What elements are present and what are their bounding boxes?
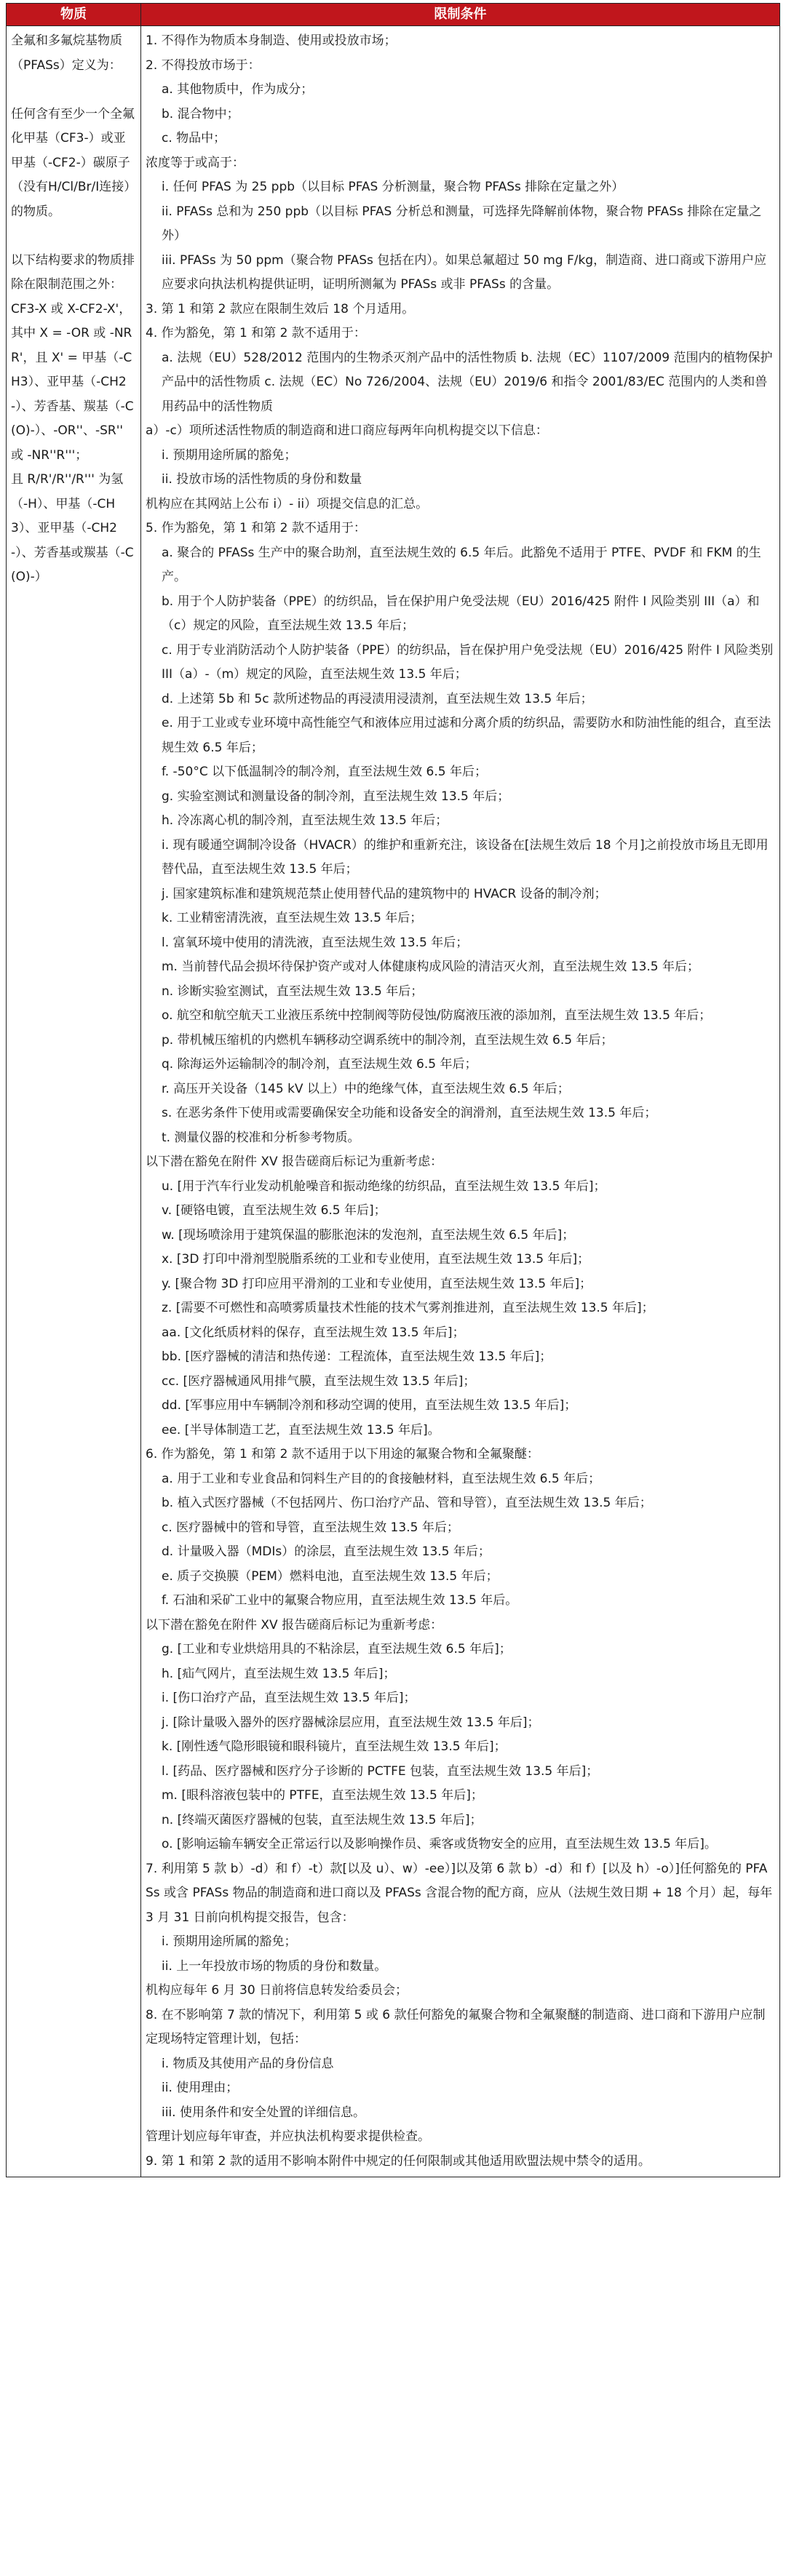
substance-paragraph: 任何含有至少一个全氟化甲基（CF3-）或亚甲基（-CF2-）碳原子（没有H/Cl/Br/I连接）的物质。 bbox=[11, 106, 135, 219]
sub-item: a. 其他物质中，作为成分； bbox=[162, 82, 314, 97]
sub-item: d. 计量吸入器（MDIs）的涂层，直至法规生效 13.5 年后； bbox=[162, 1544, 491, 1559]
condition-line: 浓度等于或高于： bbox=[146, 155, 245, 170]
sub-item: l. 富氧环境中使用的清洗液，直至法规生效 13.5 年后； bbox=[162, 935, 469, 950]
condition-line: 机构应每年 6 月 30 日前将信息转发给委员会； bbox=[146, 1983, 408, 1998]
sub-item: ii. PFASs 总和为 250 ppb（以目标 PFAS 分析总和测量，可选择先降解前体物，聚合物 PFASs 排除在定量之外） bbox=[162, 204, 762, 243]
sub-item: p. 带机械压缩机的内燃机车辆移动空调系统中的制冷剂，直至法规生效 6.5 年后； bbox=[162, 1032, 614, 1048]
sub-item: d. 上述第 5b 和 5c 款所述物品的再浸渍用浸渍剂，直至法规生效 13.5 年后； bbox=[162, 691, 593, 706]
sub-item: f. -50°C 以下低温制冷的制冷剂，直至法规生效 6.5 年后； bbox=[162, 765, 487, 779]
sub-item: iii. PFASs 为 50 ppm（聚合物 PFASs 包括在内）。如果总氟超过 50 mg F/kg，制造商、进口商或下游用户应应要求向执法机构提供证明，证明所测氟为 PFASs 或非 PFASs 的含量。 bbox=[162, 252, 767, 292]
sub-item: c. 用于专业消防活动个人防护装备（PPE）的纺织品，旨在保护用户免受法规（EU）2016/425 附件 I 风险类别 III（a）-（m）规定的风险，直至法规生效 13.5 年后； bbox=[162, 642, 774, 682]
sub-item: cc. [医疗器械通风用排气膜，直至法规生效 13.5 年后]； bbox=[162, 1373, 476, 1389]
substance-paragraph bbox=[11, 78, 136, 103]
sub-item: i. 预期用途所属的豁免； bbox=[162, 1934, 297, 1949]
condition-line: 5. 作为豁免，第 1 和第 2 款不适用于： bbox=[146, 521, 366, 535]
sub-item: r. 高压开关设备（145 kV 以上）中的绝缘气体，直至法规生效 6.5 年后； bbox=[162, 1081, 570, 1096]
sub-item: ii. 使用理由； bbox=[162, 2081, 239, 2095]
sub-item: k. 工业精密清洗液，直至法规生效 13.5 年后； bbox=[162, 911, 423, 925]
header-conditions: 限制条件 bbox=[141, 4, 780, 26]
sub-item: j. [除计量吸入器外的医疗器械涂层应用，直至法规生效 13.5 年后]； bbox=[162, 1715, 540, 1730]
sub-item: n. [终端灭菌医疗器械的包装，直至法规生效 13.5 年后]； bbox=[162, 1812, 483, 1827]
substance-paragraph: 且 R/R'/R''/R''' 为氢（-H）、甲基（-CH3）、亚甲基（-CH2-）、芳香基或羰基（-C(O)-） bbox=[11, 472, 134, 584]
conditions-cell bbox=[141, 26, 780, 2177]
sub-item: ee. [半导体制造工艺，直至法规生效 13.5 年后]。 bbox=[162, 1422, 440, 1437]
sub-item: a. 聚合的 PFASs 生产中的聚合助剂，直至法规生效的 6.5 年后。此豁免不适用于 PTFE、PVDF 和 FKM 的生产。 bbox=[162, 545, 761, 584]
sub-item: y. [聚合物 3D 打印应用平滑剂的工业和专业使用，直至法规生效 13.5 年后]； bbox=[162, 1276, 592, 1291]
condition-line: 管理计划应每年审查，并应执法机构要求提供检查。 bbox=[146, 2129, 430, 2144]
sub-item: e. 质子交换膜（PEM）燃料电池，直至法规生效 13.5 年后； bbox=[162, 1568, 499, 1584]
condition-line: 机构应在其网站上公布 i）- ii）项提交信息的汇总。 bbox=[146, 496, 429, 511]
substance-paragraph: 全氟和多氟烷基物质（PFASs）定义为： bbox=[11, 33, 122, 73]
sub-item: h. 冷冻离心机的制冷剂，直至法规生效 13.5 年后； bbox=[162, 813, 448, 828]
substance-paragraph: 以下结构要求的物质排除在限制范围之外： bbox=[11, 252, 135, 292]
sub-item: m. [眼科溶液包装中的 PTFE，直至法规生效 13.5 年后]； bbox=[162, 1788, 483, 1803]
sub-item: i. 任何 PFAS 为 25 ppb（以目标 PFAS 分析测量，聚合物 PFASs 排除在定量之外） bbox=[162, 180, 624, 194]
condition-line: a）-c）项所述活性物质的制造商和进口商应每两年向机构提交以下信息： bbox=[146, 423, 548, 438]
sub-item: a. 用于工业和专业食品和饲料生产目的的食接触材料，直至法规生效 6.5 年后； bbox=[162, 1471, 601, 1486]
sub-item: o. [影响运输车辆安全正常运行以及影响操作员、乘客或货物安全的应用，直至法规生效 13.5 年后]。 bbox=[162, 1837, 717, 1851]
sub-item: i. 物质及其使用产品的身份信息 bbox=[162, 2056, 334, 2071]
sub-item: bb. [医疗器械的清洁和热传递：工程流体，直至法规生效 13.5 年后]； bbox=[162, 1349, 552, 1364]
sub-item: i. 现有暖通空调制冷设备（HVACR）的维护和重新充注，该设备在[法规生效后 18 个月]之前投放市场且无即用替代品，直至法规生效 13.5 年后； bbox=[162, 837, 769, 877]
sub-item: u. [用于汽车行业发动机舱噪音和振动绝缘的纺织品，直至法规生效 13.5 年后]； bbox=[162, 1179, 606, 1194]
sub-item: k. [刚性透气隐形眼镜和眼科镜片，直至法规生效 13.5 年后]； bbox=[162, 1739, 507, 1754]
sub-item: l. [药品、医疗器械和医疗分子诊断的 PCTFE 包装，直至法规生效 13.5 年后]； bbox=[162, 1763, 599, 1779]
sub-item: i. 预期用途所属的豁免； bbox=[162, 447, 297, 463]
sub-item: aa. [文化纸质材料的保存，直至法规生效 13.5 年后]； bbox=[162, 1325, 465, 1340]
condition-line: 6. 作为豁免，第 1 和第 2 款不适用于以下用途的氟聚合物和全氟聚醚： bbox=[146, 1447, 539, 1462]
condition-line: 8. 在不影响第 7 款的情况下，利用第 5 或 6 款任何豁免的氟聚合物和全氟聚醚的制造商、进口商和下游用户应制定现场特定管理计划，包括： bbox=[146, 2007, 766, 2046]
sub-item: e. 用于工业或专业环境中高性能空气和液体应用过滤和分离介质的纺织品，需要防水和防油性能的组合，直至法规生效 6.5 年后； bbox=[162, 716, 771, 755]
sub-item: ii. 上一年投放市场的物质的身份和数量。 bbox=[162, 1958, 387, 1974]
sub-item: w. [现场喷涂用于建筑保温的膨胀泡沫的发泡剂，直至法规生效 6.5 年后]； bbox=[162, 1227, 575, 1243]
sub-item: q. 除海运外运输制冷的制冷剂，直至法规生效 6.5 年后； bbox=[162, 1057, 477, 1072]
condition-line: 7. 利用第 5 款 b）-d）和 f）-t）款[以及 u）、w）-ee）]以及第 6 款 b）-d）和 f）[以及 h）-o）]任何豁免的 PFASs 或含 PFASs 物品的制造商和进口商以及 PFASs 含混合物的配方商，应从（法规生效日期 + 18 个月）起，每年 3 月 31 日前向机构提交报告，包含： bbox=[146, 1861, 773, 1925]
sub-item: v. [硬铬电镀，直至法规生效 6.5 年后]； bbox=[162, 1203, 386, 1218]
condition-line: 以下潜在豁免在附件 XV 报告磋商后标记为重新考虑： bbox=[146, 1617, 443, 1632]
condition-line: 3. 第 1 和第 2 款应在限制生效后 18 个月适用。 bbox=[146, 301, 415, 316]
sub-item: dd. [军事应用中车辆制冷剂和移动空调的使用，直至法规生效 13.5 年后]； bbox=[162, 1398, 577, 1413]
sub-item: g. 实验室测试和测量设备的制冷剂，直至法规生效 13.5 年后； bbox=[162, 789, 510, 804]
sub-item: a. 法规（EU）528/2012 范围内的生物杀灭剂产品中的活性物质 b. 法规（EC）1107/2009 范围内的植物保护产品中的活性物质 c. 法规（EC）No 726/2004、法规（EU）2019/6 和指令 2001/83/EC 范围内的人类和兽用药品中的活性物质 bbox=[162, 350, 773, 414]
condition-line: 以下潜在豁免在附件 XV 报告磋商后标记为重新考虑： bbox=[146, 1155, 443, 1169]
sub-item: z. [需要不可燃性和高喷雾质量技术性能的技术气雾剂推进剂，直至法规生效 13.5 年后]； bbox=[162, 1301, 654, 1315]
sub-item: iii. 使用条件和安全处置的详细信息。 bbox=[162, 2105, 365, 2120]
condition-line: 9. 第 1 和第 2 款的适用不影响本附件中规定的任何限制或其他适用欧盟法规中禁令的适用。 bbox=[146, 2153, 651, 2169]
sub-item: n. 诊断实验室测试，直至法规生效 13.5 年后； bbox=[162, 984, 424, 999]
condition-line: 4. 作为豁免，第 1 和第 2 款不适用于： bbox=[146, 326, 366, 340]
sub-item: g. [工业和专业烘焙用具的不粘涂层，直至法规生效 6.5 年后]； bbox=[162, 1642, 512, 1656]
sub-item: j. 国家建筑标准和建筑规范禁止使用替代品的建筑物中的 HVACR 设备的制冷剂； bbox=[162, 886, 607, 901]
sub-item: f. 石油和采矿工业中的氟聚合物应用，直至法规生效 13.5 年后。 bbox=[162, 1593, 518, 1608]
sub-item: b. 用于个人防护装备（PPE）的纺织品，旨在保护用户免受法规（EU）2016/425 附件 I 风险类别 III（a）和（c）规定的风险，直至法规生效 13.5 年后； bbox=[162, 594, 760, 633]
sub-item: s. 在恶劣条件下使用或需要确保安全功能和设备安全的润滑剂，直至法规生效 13.5 年后； bbox=[162, 1106, 657, 1120]
sub-item: m. 当前替代品会损坏待保护资产或对人体健康构成风险的清洁灭火剂，直至法规生效 13.5 年后； bbox=[162, 960, 700, 974]
sub-item: t. 测量仪器的校准和分析参考物质。 bbox=[162, 1130, 360, 1145]
header-substance: 物质 bbox=[7, 4, 141, 26]
restriction-table bbox=[6, 3, 780, 2177]
condition-line: 1. 不得作为物质本身制造、使用或投放市场； bbox=[146, 33, 397, 48]
sub-item: c. 医疗器械中的管和导管，直至法规生效 13.5 年后； bbox=[162, 1520, 459, 1535]
sub-item: i. [伤口治疗产品，直至法规生效 13.5 年后]； bbox=[162, 1691, 416, 1705]
sub-item: ii. 投放市场的活性物质的身份和数量 bbox=[162, 472, 362, 487]
sub-item: o. 航空和航空航天工业液压系统中控制阀等防侵蚀/防腐液压液的添加剂，直至法规生效 13.5 年后； bbox=[162, 1008, 712, 1023]
sub-item: c. 物品中； bbox=[162, 131, 226, 145]
table-row bbox=[7, 26, 780, 2177]
substance-paragraph: CF3-X 或 X-CF2-X'， bbox=[11, 301, 132, 316]
substance-paragraph bbox=[11, 224, 136, 249]
substance-paragraph: 其中 X = -OR 或 -NRR'，且 X' = 甲基（-CH3）、亚甲基（-CH2-）、芳香基、羰基（-C(O)-）、-OR''、-SR'' 或 -NR''R'''； bbox=[11, 326, 134, 463]
substance-cell bbox=[7, 26, 141, 2177]
table-header-row bbox=[7, 4, 780, 26]
condition-line: 2. 不得投放市场于： bbox=[146, 57, 261, 73]
sub-item: h. [疝气网片，直至法规生效 13.5 年后]； bbox=[162, 1666, 396, 1681]
sub-item: b. 混合物中； bbox=[162, 106, 239, 121]
sub-item: b. 植入式医疗器械（不包括网片、伤口治疗产品、管和导管），直至法规生效 13.5 年后； bbox=[162, 1496, 652, 1510]
sub-item: x. [3D 打印中滑剂型脱脂系统的工业和专业使用，直至法规生效 13.5 年后]； bbox=[162, 1252, 590, 1267]
